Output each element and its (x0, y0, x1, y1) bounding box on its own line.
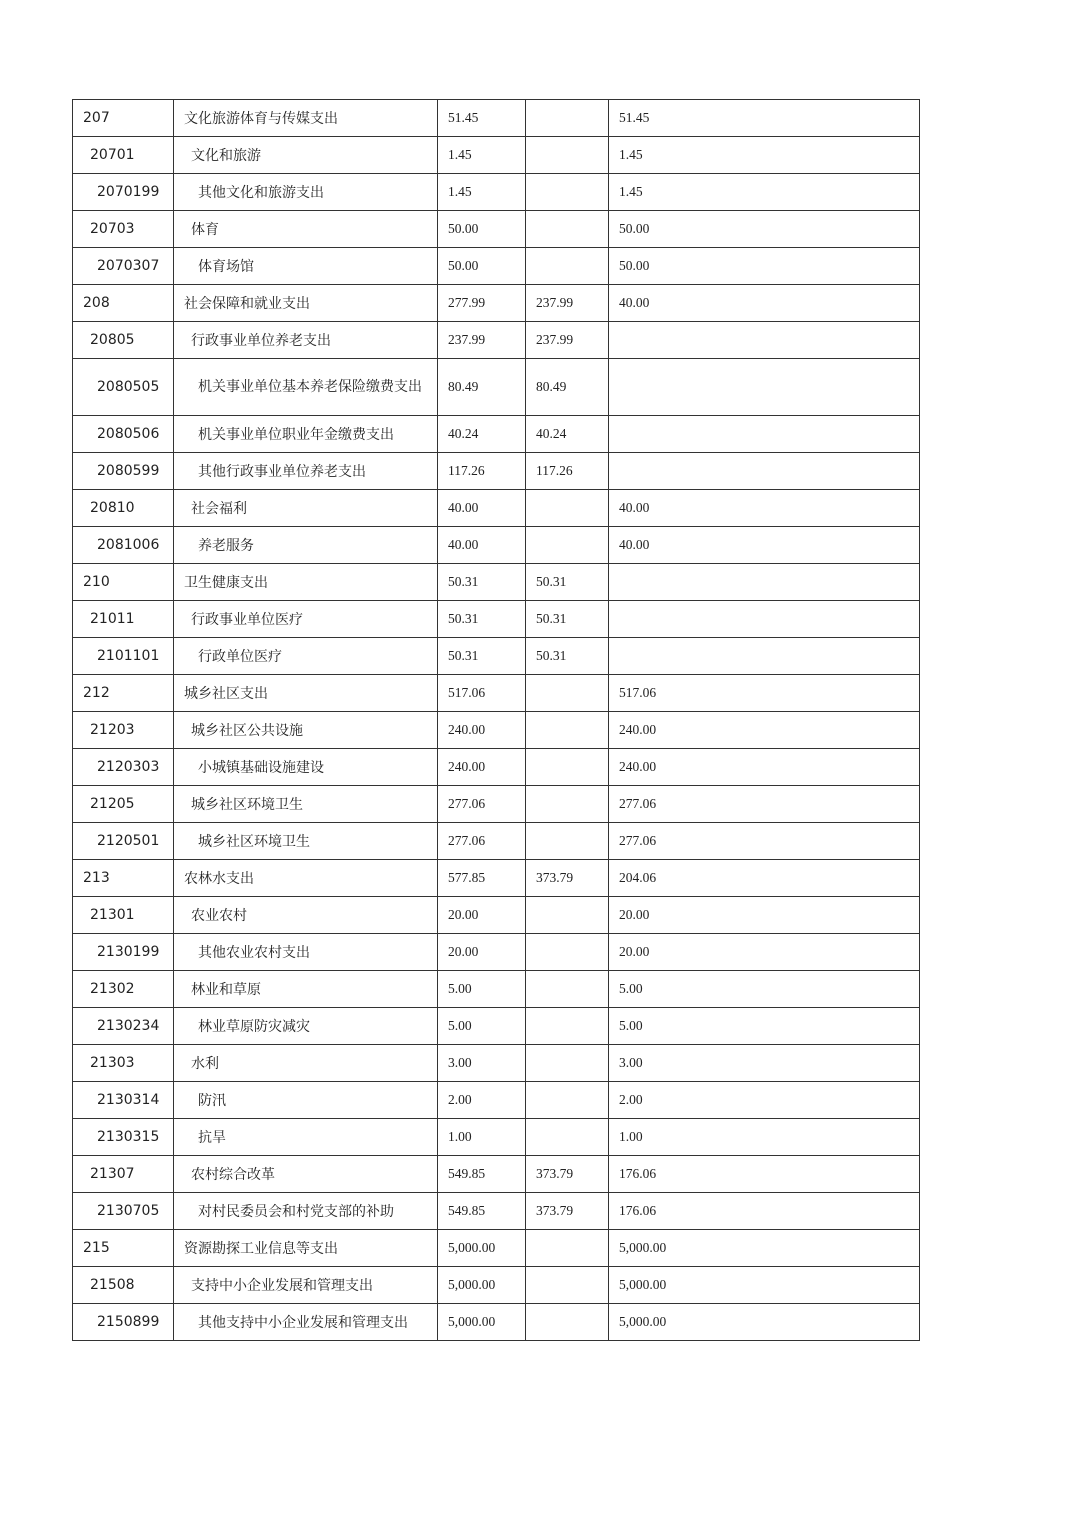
row-project-cell: 5,000.00 (609, 1267, 920, 1304)
row-project-cell (609, 359, 920, 416)
row-name-text: 机关事业单位基本养老保险缴费支出 (198, 379, 422, 395)
row-basic-cell (526, 934, 609, 971)
table-row (73, 786, 920, 823)
row-basic-cell: 80.49 (526, 359, 609, 416)
row-name-cell: 城乡社区环境卫生 (174, 786, 438, 823)
row-total-cell: 2.00 (438, 1082, 526, 1119)
row-name-cell: 机关事业单位职业年金缴费支出 (174, 416, 438, 453)
table-row (73, 174, 920, 211)
row-code-cell: 21011 (73, 601, 174, 638)
row-code-cell: 2081006 (73, 527, 174, 564)
table-row (73, 1267, 920, 1304)
table-row (73, 564, 920, 601)
row-code-cell: 210 (73, 564, 174, 601)
row-name-cell: 城乡社区公共设施 (174, 712, 438, 749)
row-basic-cell: 373.79 (526, 860, 609, 897)
row-name-cell: 其他支持中小企业发展和管理支出 (174, 1304, 438, 1341)
row-total-cell: 5.00 (438, 1008, 526, 1045)
row-code-cell: 2130314 (73, 1082, 174, 1119)
row-name-cell: 其他文化和旅游支出 (174, 174, 438, 211)
row-project-cell: 3.00 (609, 1045, 920, 1082)
row-code-cell: 2080506 (73, 416, 174, 453)
row-project-cell: 50.00 (609, 211, 920, 248)
budget-table (72, 99, 920, 1341)
row-name-cell: 资源勘探工业信息等支出 (174, 1230, 438, 1267)
row-project-cell: 51.45 (609, 100, 920, 137)
table-row (73, 285, 920, 322)
row-total-cell: 277.99 (438, 285, 526, 322)
row-total-cell: 517.06 (438, 675, 526, 712)
row-code-cell: 2101101 (73, 638, 174, 675)
row-total-cell: 277.06 (438, 786, 526, 823)
row-name-cell: 其他行政事业单位养老支出 (174, 453, 438, 490)
table-row (73, 490, 920, 527)
row-name-cell: 体育场馆 (174, 248, 438, 285)
row-total-cell: 117.26 (438, 453, 526, 490)
row-basic-cell (526, 1008, 609, 1045)
row-total-cell: 50.31 (438, 601, 526, 638)
table-row (73, 1045, 920, 1082)
table-row (73, 527, 920, 564)
table-row (73, 359, 920, 416)
row-code-cell: 2130199 (73, 934, 174, 971)
table-row (73, 1304, 920, 1341)
row-code-cell: 2150899 (73, 1304, 174, 1341)
table-body (73, 100, 920, 1341)
row-code-cell: 21205 (73, 786, 174, 823)
row-total-cell: 20.00 (438, 897, 526, 934)
table-row (73, 248, 920, 285)
row-total-cell: 50.00 (438, 211, 526, 248)
row-total-cell: 3.00 (438, 1045, 526, 1082)
row-name-cell: 文化和旅游 (174, 137, 438, 174)
table-row (73, 1119, 920, 1156)
row-total-cell: 50.31 (438, 564, 526, 601)
row-name-cell: 其他农业农村支出 (174, 934, 438, 971)
row-total-cell: 50.00 (438, 248, 526, 285)
row-basic-cell (526, 1082, 609, 1119)
row-project-cell: 50.00 (609, 248, 920, 285)
row-project-cell (609, 453, 920, 490)
row-total-cell: 1.00 (438, 1119, 526, 1156)
row-total-cell: 40.24 (438, 416, 526, 453)
row-total-cell: 5,000.00 (438, 1267, 526, 1304)
row-basic-cell (526, 527, 609, 564)
table-row (73, 1008, 920, 1045)
row-basic-cell (526, 211, 609, 248)
row-name-cell: 行政事业单位医疗 (174, 601, 438, 638)
row-basic-cell: 50.31 (526, 601, 609, 638)
row-code-cell: 2070199 (73, 174, 174, 211)
row-project-cell: 277.06 (609, 823, 920, 860)
table-row (73, 1193, 920, 1230)
row-project-cell: 5.00 (609, 1008, 920, 1045)
row-code-cell: 21203 (73, 712, 174, 749)
row-basic-cell: 40.24 (526, 416, 609, 453)
row-basic-cell (526, 823, 609, 860)
table-row (73, 823, 920, 860)
row-project-cell: 176.06 (609, 1156, 920, 1193)
row-basic-cell (526, 174, 609, 211)
row-project-cell: 40.00 (609, 285, 920, 322)
row-total-cell: 40.00 (438, 490, 526, 527)
row-total-cell: 1.45 (438, 137, 526, 174)
row-basic-cell: 50.31 (526, 564, 609, 601)
row-project-cell: 1.00 (609, 1119, 920, 1156)
row-name-cell: 水利 (174, 1045, 438, 1082)
row-code-cell: 2130705 (73, 1193, 174, 1230)
row-basic-cell: 237.99 (526, 285, 609, 322)
table-row (73, 934, 920, 971)
row-basic-cell: 373.79 (526, 1156, 609, 1193)
row-code-cell: 21302 (73, 971, 174, 1008)
row-code-cell: 215 (73, 1230, 174, 1267)
row-total-cell: 277.06 (438, 823, 526, 860)
row-code-cell: 213 (73, 860, 174, 897)
row-project-cell: 240.00 (609, 712, 920, 749)
row-name-cell: 抗旱 (174, 1119, 438, 1156)
table-row (73, 100, 920, 137)
row-total-cell: 1.45 (438, 174, 526, 211)
row-project-cell: 20.00 (609, 934, 920, 971)
row-project-cell: 204.06 (609, 860, 920, 897)
row-name-cell (174, 359, 438, 416)
row-basic-cell (526, 897, 609, 934)
table-row (73, 453, 920, 490)
row-basic-cell (526, 786, 609, 823)
row-code-cell: 2080505 (73, 359, 174, 416)
row-code-cell: 2130234 (73, 1008, 174, 1045)
row-code-cell: 2120303 (73, 749, 174, 786)
row-basic-cell (526, 1267, 609, 1304)
table-row (73, 749, 920, 786)
row-project-cell (609, 601, 920, 638)
table-row (73, 322, 920, 359)
row-name-cell: 体育 (174, 211, 438, 248)
row-project-cell: 1.45 (609, 137, 920, 174)
row-name-cell: 卫生健康支出 (174, 564, 438, 601)
row-basic-cell (526, 675, 609, 712)
row-code-cell: 20701 (73, 137, 174, 174)
row-project-cell (609, 638, 920, 675)
row-code-cell: 212 (73, 675, 174, 712)
row-total-cell: 240.00 (438, 712, 526, 749)
row-total-cell: 5,000.00 (438, 1304, 526, 1341)
row-basic-cell (526, 1230, 609, 1267)
table-row (73, 601, 920, 638)
row-basic-cell: 237.99 (526, 322, 609, 359)
row-total-cell: 20.00 (438, 934, 526, 971)
row-project-cell (609, 416, 920, 453)
row-basic-cell (526, 137, 609, 174)
row-code-cell: 208 (73, 285, 174, 322)
row-code-cell: 20810 (73, 490, 174, 527)
row-basic-cell (526, 1119, 609, 1156)
row-basic-cell (526, 1045, 609, 1082)
row-project-cell: 240.00 (609, 749, 920, 786)
row-name-cell: 社会福利 (174, 490, 438, 527)
row-name-cell: 林业和草原 (174, 971, 438, 1008)
row-basic-cell: 50.31 (526, 638, 609, 675)
row-total-cell: 549.85 (438, 1156, 526, 1193)
row-name-cell: 城乡社区支出 (174, 675, 438, 712)
row-project-cell (609, 564, 920, 601)
row-project-cell: 5,000.00 (609, 1304, 920, 1341)
row-code-cell: 20703 (73, 211, 174, 248)
table-row (73, 712, 920, 749)
row-name-cell: 行政单位医疗 (174, 638, 438, 675)
row-name-cell: 行政事业单位养老支出 (174, 322, 438, 359)
row-total-cell: 51.45 (438, 100, 526, 137)
table-row (73, 137, 920, 174)
row-name-cell: 支持中小企业发展和管理支出 (174, 1267, 438, 1304)
row-basic-cell (526, 248, 609, 285)
table-row (73, 897, 920, 934)
table-row (73, 1230, 920, 1267)
row-project-cell (609, 322, 920, 359)
row-basic-cell (526, 1304, 609, 1341)
table-row (73, 638, 920, 675)
row-basic-cell: 373.79 (526, 1193, 609, 1230)
row-basic-cell (526, 712, 609, 749)
row-name-cell: 城乡社区环境卫生 (174, 823, 438, 860)
row-code-cell: 2130315 (73, 1119, 174, 1156)
row-total-cell: 5.00 (438, 971, 526, 1008)
row-project-cell: 277.06 (609, 786, 920, 823)
row-basic-cell (526, 490, 609, 527)
table-row (73, 675, 920, 712)
row-name-cell: 社会保障和就业支出 (174, 285, 438, 322)
row-code-cell: 21301 (73, 897, 174, 934)
row-project-cell: 20.00 (609, 897, 920, 934)
row-total-cell: 577.85 (438, 860, 526, 897)
table-row (73, 971, 920, 1008)
row-code-cell: 21508 (73, 1267, 174, 1304)
row-name-cell: 小城镇基础设施建设 (174, 749, 438, 786)
row-total-cell: 240.00 (438, 749, 526, 786)
row-total-cell: 50.31 (438, 638, 526, 675)
row-basic-cell: 117.26 (526, 453, 609, 490)
row-total-cell: 80.49 (438, 359, 526, 416)
table-row (73, 1156, 920, 1193)
row-project-cell: 5,000.00 (609, 1230, 920, 1267)
row-name-cell: 对村民委员会和村党支部的补助 (174, 1193, 438, 1230)
row-name-cell: 文化旅游体育与传媒支出 (174, 100, 438, 137)
row-code-cell: 207 (73, 100, 174, 137)
row-code-cell: 2070307 (73, 248, 174, 285)
table-row (73, 416, 920, 453)
row-code-cell: 20805 (73, 322, 174, 359)
row-project-cell: 176.06 (609, 1193, 920, 1230)
table-row (73, 1082, 920, 1119)
row-code-cell: 21303 (73, 1045, 174, 1082)
row-name-cell: 农业农村 (174, 897, 438, 934)
row-project-cell: 517.06 (609, 675, 920, 712)
row-basic-cell (526, 749, 609, 786)
row-total-cell: 5,000.00 (438, 1230, 526, 1267)
row-project-cell: 40.00 (609, 527, 920, 564)
row-name-cell: 林业草原防灾减灾 (174, 1008, 438, 1045)
row-name-cell: 防汛 (174, 1082, 438, 1119)
row-code-cell: 2120501 (73, 823, 174, 860)
row-basic-cell (526, 971, 609, 1008)
row-total-cell: 40.00 (438, 527, 526, 564)
row-total-cell: 237.99 (438, 322, 526, 359)
row-total-cell: 549.85 (438, 1193, 526, 1230)
row-name-cell: 农林水支出 (174, 860, 438, 897)
row-basic-cell (526, 100, 609, 137)
row-name-cell: 养老服务 (174, 527, 438, 564)
row-code-cell: 2080599 (73, 453, 174, 490)
table-row (73, 860, 920, 897)
table-row (73, 211, 920, 248)
row-project-cell: 2.00 (609, 1082, 920, 1119)
row-project-cell: 40.00 (609, 490, 920, 527)
row-project-cell: 5.00 (609, 971, 920, 1008)
row-code-cell: 21307 (73, 1156, 174, 1193)
row-name-cell: 农村综合改革 (174, 1156, 438, 1193)
row-project-cell: 1.45 (609, 174, 920, 211)
